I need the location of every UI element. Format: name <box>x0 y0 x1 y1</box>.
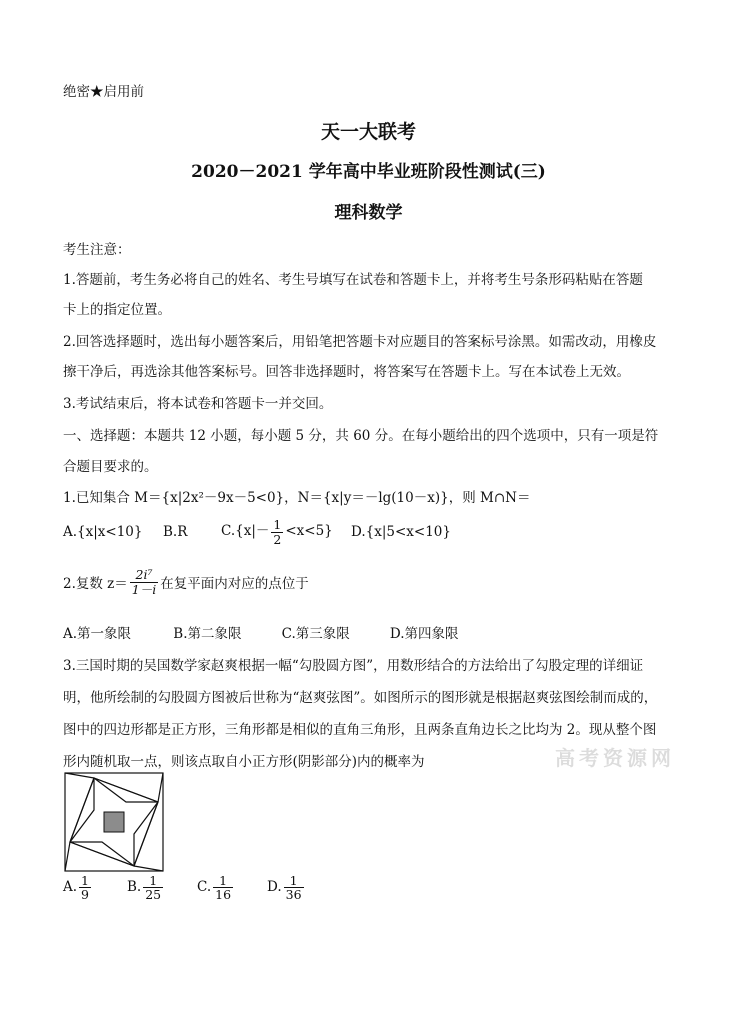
fraction-denominator: 2 <box>273 531 282 547</box>
question-2-option-c: C.第三象限 <box>281 626 350 642</box>
question-1-options <box>63 512 451 552</box>
section-1-heading-line-2: 合题目要求的。 <box>63 459 158 475</box>
question-3-option-b <box>127 874 197 901</box>
question-2-option-a: A.第一象限 <box>63 626 132 642</box>
notice-heading: 考生注意： <box>63 242 131 258</box>
watermark: 高考资源网 <box>555 746 675 770</box>
fraction <box>130 568 158 595</box>
fraction-numerator: 1 <box>213 874 233 888</box>
fraction-denominator: 25 <box>145 887 162 903</box>
fraction <box>213 874 233 901</box>
question-2-options <box>63 622 459 642</box>
question-1-option-a: A.{x|x<10} <box>63 524 143 540</box>
right-triangle <box>94 778 158 802</box>
question-3-option-a <box>63 874 127 901</box>
option-label: D. <box>267 879 282 896</box>
option-label: C. <box>197 879 212 896</box>
question-3-option-d <box>267 874 306 901</box>
question-2-option-d: D.第四象限 <box>389 626 459 642</box>
fraction-numerator: 1 <box>284 874 304 888</box>
fraction <box>271 518 283 545</box>
shaded-small-square <box>104 812 124 832</box>
exam-org-title: 天一大联考 <box>320 121 416 143</box>
question-1-stem: 1.已知集合 M＝{x|2x²－9x－5<0}，N＝{x|y＝－lg(10－x)}，则 M∩N＝ <box>63 490 531 506</box>
question-1-option-c <box>221 518 351 545</box>
fraction-denominator: 36 <box>285 887 302 903</box>
notice-item-2-line-1: 2.回答选择题时，选出每小题答案后，用铅笔把答题卡对应题目的答案标号涂黑。如需改动，用橡皮 <box>63 334 657 350</box>
question-3-options <box>63 874 306 901</box>
question-2-prefix: 2.复数 z＝ <box>63 576 128 592</box>
section-1-heading-line-1: 一、选择题：本题共 12 小题，每小题 5 分，共 60 分。在每小题给出的四个选项中，只有一项是符 <box>63 428 659 444</box>
fraction-denominator: 9 <box>81 887 89 903</box>
right-triangle <box>134 802 158 866</box>
question-3-line-3: 图中的四边形都是正方形，三角形都是相似的直角三角形，且两条直角边长之比均为 2。现从整个图 <box>63 722 657 738</box>
subject-title: 理科数学 <box>334 203 403 223</box>
zhao-shuang-diagram <box>64 772 164 872</box>
exam-title: 2020－2021 学年高中毕业班阶段性测试(三) <box>191 162 546 182</box>
option-label: B. <box>127 879 142 896</box>
question-1-option-b: B.R <box>163 524 188 540</box>
fraction-numerator: 1 <box>143 874 163 888</box>
fraction-denominator: 1－i <box>131 581 157 597</box>
right-triangle <box>70 778 94 842</box>
fraction-denominator: 16 <box>215 887 232 903</box>
notice-item-1-line-1: 1.答题前，考生务必将自己的姓名、考生号填写在试卷和答题卡上，并将考生号条形码粘贴在答题 <box>63 272 643 288</box>
right-triangle <box>70 842 134 866</box>
notice-item-2-line-2: 擦干净后，再选涂其他答案标号。回答非选择题时，将答案写在答题卡上。写在本试卷上无效。 <box>63 364 630 380</box>
option-label: A. <box>63 879 78 896</box>
secret-label: 绝密★启用前 <box>63 84 144 100</box>
question-2-option-b: B.第二象限 <box>173 626 242 642</box>
fraction-numerator: 1 <box>273 517 282 533</box>
fraction-numerator: 2i⁷ <box>130 568 158 582</box>
question-3-line-4: 形内随机取一点，则该点取自小正方形(阴影部分)内的概率为 <box>63 754 425 770</box>
notice-item-1-line-2: 卡上的指定位置。 <box>63 302 171 318</box>
fraction-numerator: 1 <box>81 873 89 888</box>
question-2-stem <box>63 562 309 602</box>
option-c-prefix: C.{x|－ <box>221 523 270 540</box>
question-2-suffix: 在复平面内对应的点位于 <box>160 576 309 592</box>
question-3-line-2: 明，他所绘制的勾股圆方图被后世称为“赵爽弦图”。如图所示的图形就是根据赵爽弦图绘制而成的， <box>63 690 658 706</box>
fraction <box>79 874 91 901</box>
question-1-option-d: D.{x|5<x<10} <box>351 524 451 540</box>
fraction <box>284 874 304 901</box>
fraction <box>143 874 163 901</box>
notice-item-3: 3.考试结束后，将本试卷和答题卡一并交回。 <box>63 396 333 412</box>
question-3-line-1: 3.三国时期的吴国数学家赵爽根据一幅“勾股圆方图”，用数形结合的方法给出了勾股定理的详细证 <box>63 658 644 674</box>
option-c-suffix: <x<5} <box>285 523 333 540</box>
question-3-option-c <box>197 874 267 901</box>
